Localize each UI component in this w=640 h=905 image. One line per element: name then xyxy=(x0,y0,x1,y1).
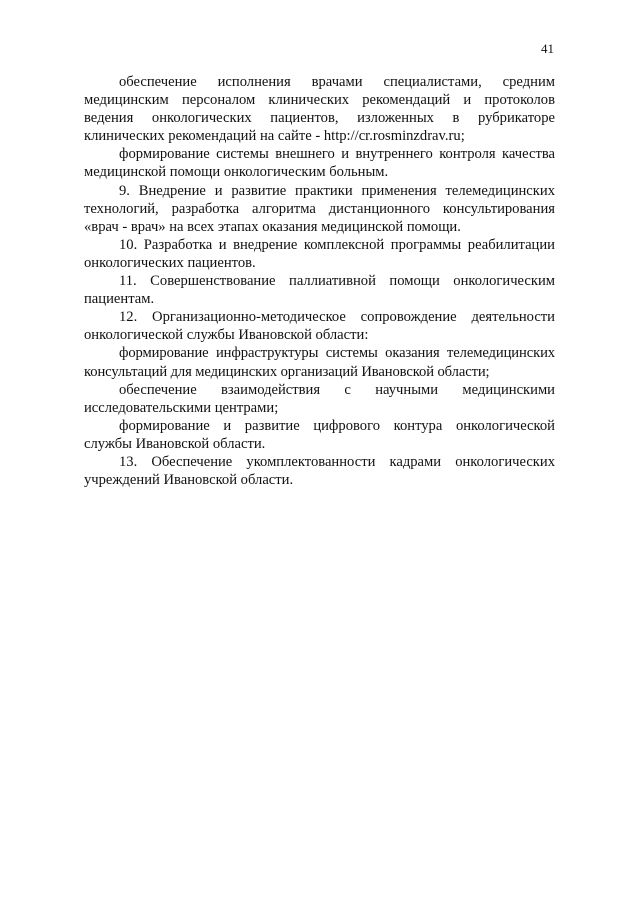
paragraph-palliative-care: 11. Совершенствование паллиативной помощи онкологическим пациентам. xyxy=(84,273,555,308)
paragraph-telemedicine-infrastructure: формирование инфраструктуры системы оказания телемедицинских консультаций для медицинских организаций Ивановской области; xyxy=(84,345,555,380)
paragraph-rehabilitation: 10. Разработка и внедрение комплексной программы реабилитации онкологических пациентов. xyxy=(84,236,555,271)
paragraph-staffing: 13. Обеспечение укомплектованности кадрами онкологических учреждений Ивановской области. xyxy=(84,453,555,489)
paragraph-research-centers: обеспечение взаимодействия с научными медицинскими исследовательскими центрами; xyxy=(84,381,555,416)
paragraph-quality-control: формирование системы внешнего и внутреннего контроля качества медицинской помощи онкологическим больным. xyxy=(84,146,555,181)
paragraph-telemedicine: 9. Внедрение и развитие практики применения телемедицинских технологий, разработка алгоритма дистанционного консультирования «врач - врач» на всех этапах оказания медицинской помощи. xyxy=(84,182,555,235)
paragraph-clinical-guidelines: обеспечение исполнения врачами специалистами, средним медицинским персоналом клинических рекомендаций и протоколов ведения онкологических пациентов, изложенных в рубрикаторе клинических рекомендаций на сайте - http://cr.rosminzdrav.ru; xyxy=(84,74,555,145)
paragraph-digital-contour: формирование и развитие цифрового контура онкологической службы Ивановской области. xyxy=(84,417,555,452)
page-number: 41 xyxy=(541,41,554,56)
paragraph-methodical-support: 12. Организационно-методическое сопровождение деятельности онкологической службы Ивановской области: xyxy=(84,309,555,344)
document-body xyxy=(84,73,555,489)
